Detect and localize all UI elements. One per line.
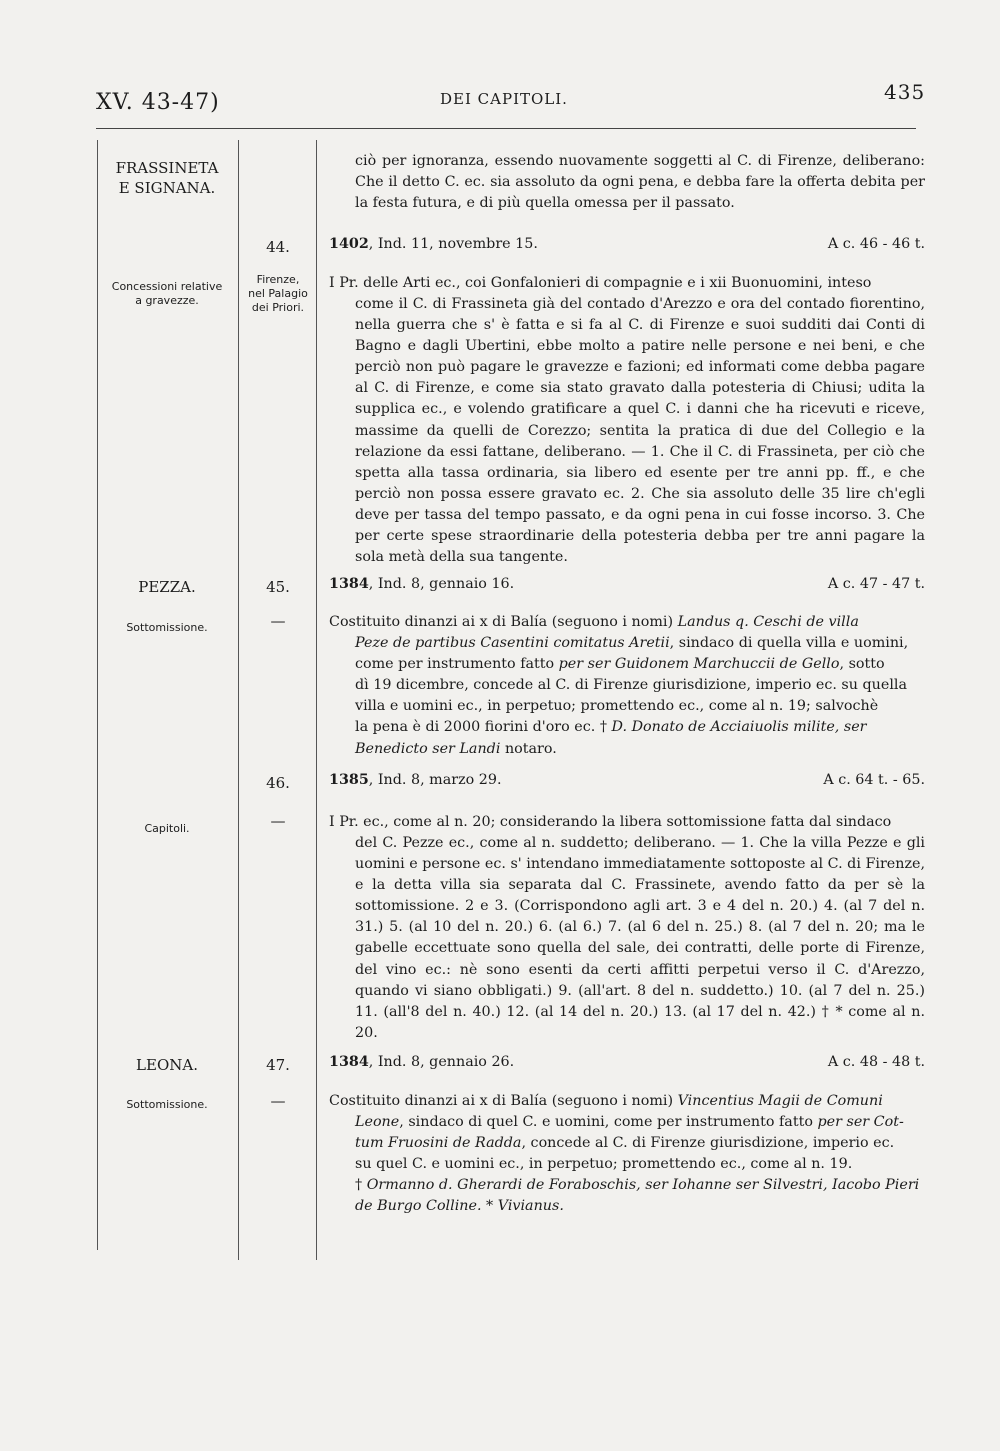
place-pezza: PEZZA. — [138, 578, 196, 596]
place-frassineta — [96, 158, 238, 198]
entry-body-lead-44: I Pr. delle Arti ec., coi Gonfalonieri di compagnie e i xii Buonuomini, inteso — [329, 275, 872, 291]
entry-body-47 — [329, 1091, 925, 1218]
body-line: Costituito dinanzi ai x di Balía (seguono i nomi) — [329, 614, 674, 630]
entry-date: , Ind. 8, gennaio 16. — [368, 576, 515, 592]
body-line: dì 19 dicembre, concede al C. di Firenze giurisdizione, imperio ec. su quella — [355, 677, 908, 694]
body-line: notaro. — [500, 740, 557, 757]
entry-number-44: 44. — [266, 238, 290, 256]
running-head-title: DEI CAPITOLI. — [440, 90, 568, 108]
body-italic: Peze de partibus Casentini comitatus Aretii — [355, 635, 670, 652]
body-italic: Landus q. Ceschi de villa — [677, 614, 859, 630]
body-italic: de Burgo Colline. — [355, 1198, 482, 1215]
entry-body-lead-46: I Pr. ec., come al n. 20; considerando la libera sottomissione fatta dal sindaco — [329, 814, 892, 830]
location-dash-47: — — [270, 1092, 286, 1110]
entry-year: 1385 — [329, 772, 369, 788]
place-name-line2: E SIGNANA. — [118, 179, 216, 197]
entry-heading-45 — [329, 576, 925, 592]
body-line: su quel C. e uomini ec., in perpetuo; promettendo ec., come al n. 19. — [355, 1156, 853, 1173]
body-line: , sindaco di quel C. e uomini, come per instrumento fatto — [399, 1114, 813, 1131]
body-italic: Ormanno d. Gherardi de Foraboschis, ser Iohanne ser Silvestri, Iacobo Pieri — [366, 1177, 920, 1194]
entry-heading-44 — [329, 236, 925, 252]
body-line: la pena è di 2000 fiorini d'oro ec. † — [355, 719, 607, 736]
side-label-line2: a gravezze. — [135, 294, 199, 307]
body-line: , sindaco di quella villa e uomini, — [669, 635, 909, 652]
entry-heading-47 — [329, 1054, 925, 1070]
location-dash-45: — — [270, 612, 286, 630]
entry-number-45: 45. — [266, 578, 290, 596]
entry-year: 1384 — [329, 1054, 369, 1070]
entry-body-46: del C. Pezze ec., come al n. suddetto; deliberano. — 1. Che la villa Pezze e gli uomini e persone ec. s' intendano immediatamente sottoposte al C. di Firenze, e la detta villa sia separata dal C. Frassinete, avendo fatto da per sè la sottomissione. 2 e 3. (Corrispondono agli art. 3 e 4 del n. 20.) 4. (al 7 del n. 31.) 5. (al 10 del n. 20.) 6. (al 6.) 7. (al 6 del n. 25.) 8. (al 7 del n. 20; ma le gabelle eccettuate sono quella del sale, dei contratti, delle porte di Firenze, del vino ec.: nè sono esenti da certi affitti perpetui verso il C. d'Arezzo, quando vi siano obbligati.) 9. (all'art. 8 del n. suddetto.) 10. (al 7 del n. 25.) 11. (all'8 del n. 40.) 12. (al 14 del n. 20.) 13. (al 17 del n. 42.) † * come al n. 20. — [355, 835, 925, 1041]
body-line: † — [355, 1177, 363, 1194]
place-name-line1: FRASSINETA — [115, 159, 219, 177]
entry-year: 1402 — [329, 236, 369, 252]
side-label-47: Sottomissione. — [126, 1098, 208, 1111]
body-line: , concede al C. di Firenze giurisdizione, imperio ec. — [521, 1135, 895, 1152]
body-italic: Benedicto ser Landi — [355, 740, 501, 757]
side-label-line1: Concessioni relative — [111, 280, 223, 293]
entry-reference: A c. 48 - 48 t. — [827, 1054, 925, 1070]
entry-body-continuation: ciò per ignoranza, essendo nuovamente soggetti al C. di Firenze, deliberano: Che il detto C. ec. sia assoluto da ogni pena, e debba fare la offerta debita per la festa futura, e di più quella omessa per il passato. — [355, 153, 925, 212]
body-italic: D. Donato de Acciaiuolis milite, ser — [611, 719, 867, 736]
entry-heading-46 — [329, 772, 925, 788]
side-label-46: Capitoli. — [144, 822, 190, 835]
side-label-45: Sottomissione. — [126, 621, 208, 634]
location-line1: Firenze, — [256, 273, 300, 286]
body-line: Costituito dinanzi ai x di Balía (seguono i nomi) — [329, 1093, 674, 1109]
body-line: villa e uomini ec., in perpetuo; promettendo ec., come al n. 19; salvochè — [355, 698, 879, 715]
entry-date: , Ind. 8, gennaio 26. — [368, 1054, 515, 1070]
body-italic: per ser Guidonem Marchuccii de Gello — [558, 656, 840, 673]
entry-reference: A c. 64 t. - 65. — [823, 772, 925, 788]
body-italic: per ser Cot- — [817, 1114, 904, 1131]
entry-body-44: come il C. di Frassineta già del contado d'Arezzo e ora del contado fiorentino, nella guerra che s' è fatta e si fa al C. di Firenze e suoi sudditi dai Conti di Bagno e dagli Ubertini, ebbe molto a patire nelle persone e nei beni, e che perciò non può pagare le gravezze e fazioni; ed informati come debba pagare al C. di Firenze, e come sia stato gravato dalla potesteria di Chiusi; udita la supplica ec., e volendo gratificare a quel C. i danni che ha ricevuti e riceve, massime da quelli de Corezzo; sentita la pratica di due del Collegio e la relazione da essi fattane, deliberano. — 1. Che il C. di Frassineta, per ciò che spetta alla tassa ordinaria, sia libero ed esente per tre anni pp. ff., e che perciò non possa essere gravato ec. 2. Che sia assoluto delle 35 lire ch'egli deve per tassa del tempo passato, e da ogni pena in cui fosse incorso. 3. Che per certe spese straordinarie della potesteria debba per tre anni pagare la sola metà della sua tangente. — [355, 296, 925, 566]
location-44 — [240, 273, 316, 315]
place-leona: LEONA. — [136, 1056, 198, 1074]
entry-body-45 — [329, 612, 925, 760]
page-number: 435 — [884, 80, 926, 104]
location-line2: nel Palagio — [248, 287, 308, 300]
column-rule-2 — [316, 140, 317, 1260]
entry-number-47: 47. — [266, 1056, 290, 1074]
header-rule — [96, 128, 916, 129]
body-italic: Vivianus. — [497, 1198, 564, 1215]
entry-date: , Ind. 8, marzo 29. — [368, 772, 502, 788]
location-dash-46: — — [270, 812, 286, 830]
body-line: * — [481, 1198, 494, 1215]
body-line: , sotto — [839, 656, 885, 673]
body-italic: Vincentius Magii de Comuni — [677, 1093, 883, 1109]
column-rule-1 — [238, 140, 239, 1260]
body-italic: tum Fruosini de Radda — [355, 1135, 522, 1152]
body-line: come per instrumento fatto — [355, 656, 555, 673]
body-italic: Leone — [355, 1114, 400, 1131]
side-label-44 — [96, 280, 238, 308]
entry-reference: A c. 46 - 46 t. — [827, 236, 925, 252]
entry-reference: A c. 47 - 47 t. — [827, 576, 925, 592]
running-head-left: XV. 43-47) — [96, 90, 220, 115]
entry-year: 1384 — [329, 576, 369, 592]
location-line3: dei Priori. — [251, 301, 305, 314]
entry-number-46: 46. — [266, 774, 290, 792]
entry-date: , Ind. 11, novembre 15. — [368, 236, 538, 252]
